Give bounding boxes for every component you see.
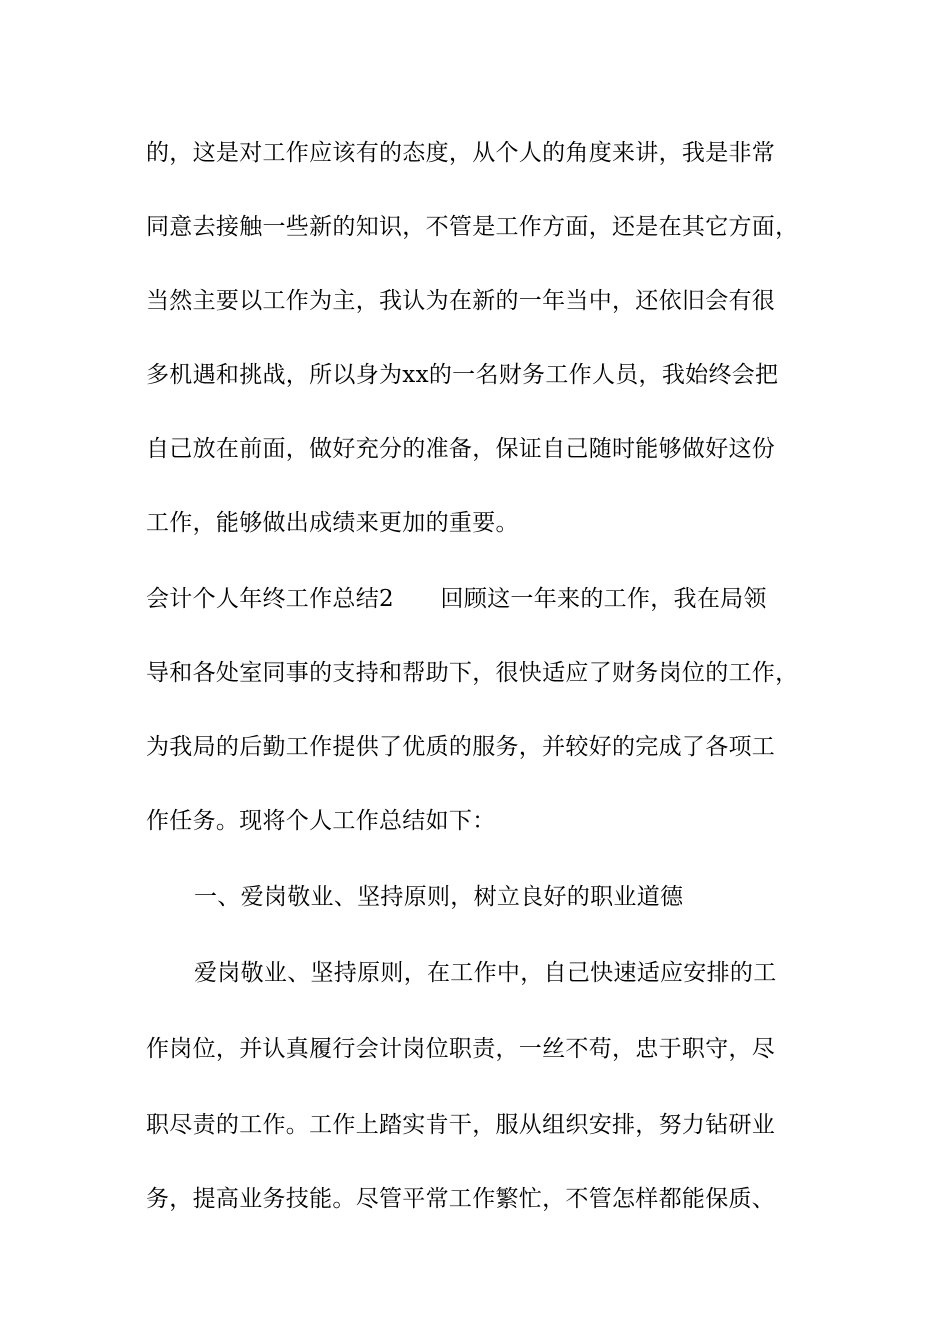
text-line: 务，提高业务技能。尽管平常工作繁忙，不管怎样都能保质、: [146, 1186, 776, 1212]
text-line: 多机遇和挑战，所以身为xx的一名财务工作人员，我始终会把: [146, 362, 779, 388]
text-line: 作任务。现将个人工作总结如下：: [146, 808, 496, 834]
text-line: 的，这是对工作应该有的态度，从个人的角度来讲，我是非常: [146, 140, 776, 166]
text-line: 工作，能够做出成绩来更加的重要。: [146, 510, 519, 536]
text-line: 同意去接触一些新的知识，不管是工作方面，还是在其它方面，: [146, 214, 799, 240]
text-line: 导和各处室同事的支持和帮助下，很快适应了财务岗位的工作，: [146, 660, 799, 686]
text-line: 自己放在前面，做好充分的准备，保证自己随时能够做好这份: [146, 436, 776, 462]
subheading-line: 一、爱岗敬业、坚持原则，树立良好的职业道德: [194, 884, 684, 910]
text-line: 当然主要以工作为主，我认为在新的一年当中，还依旧会有很: [146, 288, 776, 314]
text-line: 职尽责的工作。工作上踏实肯干，服从组织安排，努力钻研业: [146, 1112, 776, 1138]
section-heading-line: 会计个人年终工作总结2 回顾这一年来的工作，我在局领: [146, 586, 767, 612]
text-line: 爱岗敬业、坚持原则，在工作中，自己快速适应安排的工: [194, 960, 777, 986]
text-line: 为我局的后勤工作提供了优质的服务，并较好的完成了各项工: [146, 734, 776, 760]
text-line: 作岗位，并认真履行会计岗位职责，一丝不苟，忠于职守，尽: [146, 1036, 776, 1062]
